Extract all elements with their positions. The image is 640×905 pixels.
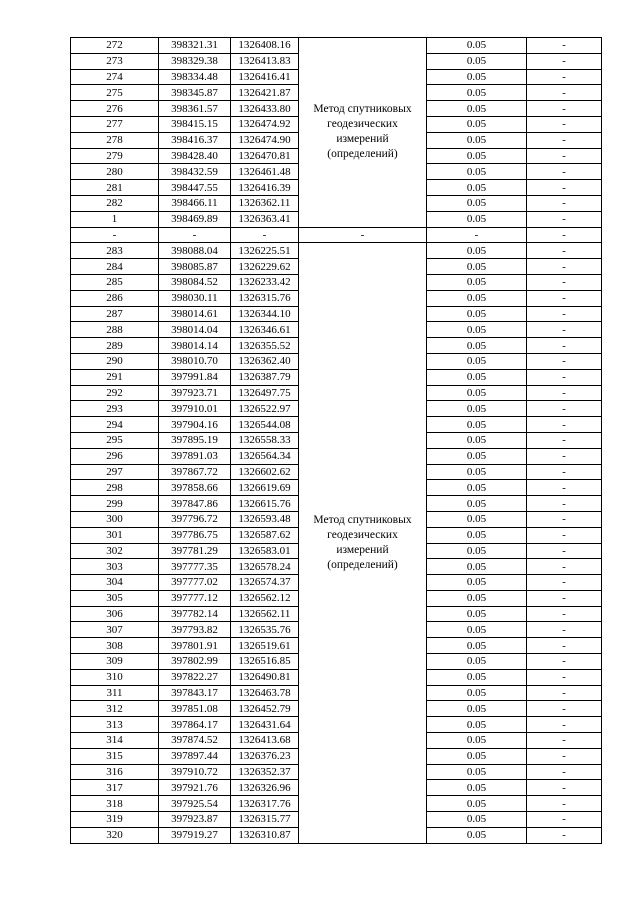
note-cell: - <box>527 38 602 54</box>
x-coordinate-cell: 398010.70 <box>159 353 231 369</box>
y-coordinate-cell: 1326535.76 <box>231 622 299 638</box>
y-coordinate-cell: 1326470.81 <box>231 148 299 164</box>
accuracy-cell: 0.05 <box>427 827 527 843</box>
accuracy-cell: 0.05 <box>427 322 527 338</box>
x-coordinate-cell: 397923.87 <box>159 812 231 828</box>
note-cell: - <box>527 195 602 211</box>
x-coordinate-cell: 397921.76 <box>159 780 231 796</box>
x-coordinate-cell: 398345.87 <box>159 85 231 101</box>
y-coordinate-cell: 1326225.51 <box>231 243 299 259</box>
note-cell: - <box>527 764 602 780</box>
accuracy-cell: 0.05 <box>427 38 527 54</box>
note-cell: - <box>527 290 602 306</box>
coordinates-table <box>70 37 602 844</box>
accuracy-cell: 0.05 <box>427 590 527 606</box>
accuracy-cell: 0.05 <box>427 69 527 85</box>
x-coordinate-cell: 397847.86 <box>159 496 231 512</box>
y-coordinate-cell: 1326619.69 <box>231 480 299 496</box>
accuracy-cell: 0.05 <box>427 338 527 354</box>
x-coordinate-cell: 397923.71 <box>159 385 231 401</box>
x-coordinate-cell: 398085.87 <box>159 259 231 275</box>
note-cell: - <box>527 638 602 654</box>
point-number-cell: 284 <box>71 259 159 275</box>
note-cell: - <box>527 322 602 338</box>
y-coordinate-cell: 1326615.76 <box>231 496 299 512</box>
separator-row <box>71 227 602 243</box>
point-number-cell: 293 <box>71 401 159 417</box>
x-coordinate-cell: 398014.14 <box>159 338 231 354</box>
point-number-cell: 285 <box>71 274 159 290</box>
x-coordinate-cell: 397991.84 <box>159 369 231 385</box>
point-number-cell: 320 <box>71 827 159 843</box>
accuracy-cell: 0.05 <box>427 211 527 227</box>
note-cell: - <box>527 827 602 843</box>
y-coordinate-cell: 1326362.40 <box>231 353 299 369</box>
accuracy-cell: 0.05 <box>427 401 527 417</box>
x-coordinate-cell: 397801.91 <box>159 638 231 654</box>
note-cell: - <box>527 148 602 164</box>
y-coordinate-cell: 1326233.42 <box>231 274 299 290</box>
y-coordinate-cell: 1326490.81 <box>231 669 299 685</box>
point-number-cell: 300 <box>71 511 159 527</box>
note-cell: - <box>527 717 602 733</box>
accuracy-cell: 0.05 <box>427 259 527 275</box>
x-coordinate-cell: 397910.72 <box>159 764 231 780</box>
note-cell: - <box>527 338 602 354</box>
y-coordinate-cell: 1326315.77 <box>231 812 299 828</box>
method-cell: - <box>299 227 427 243</box>
y-coordinate-cell: 1326519.61 <box>231 638 299 654</box>
point-number-cell: 287 <box>71 306 159 322</box>
y-coordinate-cell: 1326416.39 <box>231 180 299 196</box>
x-coordinate-cell: 397777.35 <box>159 559 231 575</box>
x-coordinate-cell: 397897.44 <box>159 748 231 764</box>
point-number-cell: 318 <box>71 796 159 812</box>
y-coordinate-cell: 1326387.79 <box>231 369 299 385</box>
x-coordinate-cell: 397782.14 <box>159 606 231 622</box>
y-coordinate-cell: 1326229.62 <box>231 259 299 275</box>
y-coordinate-cell: 1326562.12 <box>231 590 299 606</box>
point-number-cell: 315 <box>71 748 159 764</box>
note-cell: - <box>527 164 602 180</box>
point-number-cell: 282 <box>71 195 159 211</box>
x-coordinate-cell: 397874.52 <box>159 733 231 749</box>
note-cell: - <box>527 812 602 828</box>
y-coordinate-cell: 1326522.97 <box>231 401 299 417</box>
accuracy-cell: 0.05 <box>427 164 527 180</box>
accuracy-cell: 0.05 <box>427 101 527 117</box>
x-coordinate-cell: 397793.82 <box>159 622 231 638</box>
measurement-method-cell <box>299 243 427 843</box>
y-coordinate-cell: 1326578.24 <box>231 559 299 575</box>
note-cell: - <box>527 259 602 275</box>
note-cell: - <box>527 685 602 701</box>
note-cell: - <box>527 796 602 812</box>
note-cell: - <box>527 654 602 670</box>
note-cell: - <box>527 116 602 132</box>
point-number-cell: 279 <box>71 148 159 164</box>
x-coordinate-cell: 398415.15 <box>159 116 231 132</box>
note-cell: - <box>527 496 602 512</box>
accuracy-cell: 0.05 <box>427 274 527 290</box>
point-number-cell: 294 <box>71 417 159 433</box>
accuracy-cell: 0.05 <box>427 669 527 685</box>
y-coordinate-cell: 1326544.08 <box>231 417 299 433</box>
x-coordinate-cell: - <box>159 227 231 243</box>
y-coordinate-cell: 1326564.34 <box>231 448 299 464</box>
x-coordinate-cell: 397796.72 <box>159 511 231 527</box>
accuracy-cell: 0.05 <box>427 417 527 433</box>
note-cell: - <box>527 669 602 685</box>
accuracy-cell: 0.05 <box>427 132 527 148</box>
method-text-line: геодезических <box>327 118 398 131</box>
x-coordinate-cell: 398014.61 <box>159 306 231 322</box>
y-coordinate-cell: 1326326.96 <box>231 780 299 796</box>
note-cell: - <box>527 243 602 259</box>
x-coordinate-cell: 398469.89 <box>159 211 231 227</box>
accuracy-cell: 0.05 <box>427 243 527 259</box>
accuracy-cell: 0.05 <box>427 559 527 575</box>
point-number-cell: 301 <box>71 527 159 543</box>
accuracy-cell: 0.05 <box>427 496 527 512</box>
note-cell: - <box>527 53 602 69</box>
note-cell: - <box>527 385 602 401</box>
point-number-cell: 309 <box>71 654 159 670</box>
measurement-method-cell <box>299 38 427 228</box>
y-coordinate-cell: 1326421.87 <box>231 85 299 101</box>
x-coordinate-cell: 397843.17 <box>159 685 231 701</box>
accuracy-cell: 0.05 <box>427 53 527 69</box>
accuracy-cell: 0.05 <box>427 480 527 496</box>
point-number-cell: 288 <box>71 322 159 338</box>
note-cell: - <box>527 417 602 433</box>
accuracy-cell: 0.05 <box>427 606 527 622</box>
x-coordinate-cell: 398334.48 <box>159 69 231 85</box>
x-coordinate-cell: 397822.27 <box>159 669 231 685</box>
method-text-line: геодезических <box>327 529 398 541</box>
x-coordinate-cell: 398361.57 <box>159 101 231 117</box>
point-number-cell: 306 <box>71 606 159 622</box>
accuracy-cell: 0.05 <box>427 527 527 543</box>
point-number-cell: 319 <box>71 812 159 828</box>
accuracy-cell: 0.05 <box>427 353 527 369</box>
x-coordinate-cell: 397925.54 <box>159 796 231 812</box>
note-cell: - <box>527 748 602 764</box>
x-coordinate-cell: 397864.17 <box>159 717 231 733</box>
point-number-cell: 308 <box>71 638 159 654</box>
x-coordinate-cell: 397867.72 <box>159 464 231 480</box>
accuracy-cell: 0.05 <box>427 717 527 733</box>
method-text-line: (определений) <box>327 559 398 571</box>
note-cell: - <box>527 432 602 448</box>
y-coordinate-cell: 1326474.92 <box>231 116 299 132</box>
y-coordinate-cell: 1326587.62 <box>231 527 299 543</box>
point-number-cell: 299 <box>71 496 159 512</box>
accuracy-cell: 0.05 <box>427 180 527 196</box>
x-coordinate-cell: 397858.66 <box>159 480 231 496</box>
method-text-line: измерений <box>336 544 389 556</box>
point-number-cell: 278 <box>71 132 159 148</box>
note-cell: - <box>527 132 602 148</box>
point-number-cell: 317 <box>71 780 159 796</box>
y-coordinate-cell: 1326413.83 <box>231 53 299 69</box>
point-number-cell: 277 <box>71 116 159 132</box>
note-cell: - <box>527 480 602 496</box>
accuracy-cell: 0.05 <box>427 511 527 527</box>
x-coordinate-cell: 398014.04 <box>159 322 231 338</box>
accuracy-cell: 0.05 <box>427 448 527 464</box>
x-coordinate-cell: 397802.99 <box>159 654 231 670</box>
y-coordinate-cell: 1326574.37 <box>231 575 299 591</box>
y-coordinate-cell: 1326315.76 <box>231 290 299 306</box>
accuracy-cell: 0.05 <box>427 432 527 448</box>
note-cell: - <box>527 575 602 591</box>
point-number-cell: 274 <box>71 69 159 85</box>
point-number-cell: 312 <box>71 701 159 717</box>
y-coordinate-cell: 1326376.23 <box>231 748 299 764</box>
point-number-cell: 304 <box>71 575 159 591</box>
y-coordinate-cell: 1326408.16 <box>231 38 299 54</box>
point-number-cell: 303 <box>71 559 159 575</box>
accuracy-cell: 0.05 <box>427 369 527 385</box>
note-cell: - <box>527 701 602 717</box>
note-cell: - <box>527 369 602 385</box>
point-number-cell: 316 <box>71 764 159 780</box>
y-coordinate-cell: 1326558.33 <box>231 432 299 448</box>
note-cell: - <box>527 401 602 417</box>
note-cell: - <box>527 274 602 290</box>
accuracy-cell: 0.05 <box>427 796 527 812</box>
accuracy-cell: 0.05 <box>427 306 527 322</box>
accuracy-cell: 0.05 <box>427 464 527 480</box>
point-number-cell: 290 <box>71 353 159 369</box>
note-cell: - <box>527 69 602 85</box>
note-cell: - <box>527 780 602 796</box>
point-number-cell: 276 <box>71 101 159 117</box>
note-cell: - <box>527 543 602 559</box>
y-coordinate-cell: 1326346.61 <box>231 322 299 338</box>
note-cell: - <box>527 527 602 543</box>
x-coordinate-cell: 398466.11 <box>159 195 231 211</box>
point-number-cell: 272 <box>71 38 159 54</box>
note-cell: - <box>527 448 602 464</box>
y-coordinate-cell: - <box>231 227 299 243</box>
note-cell: - <box>527 85 602 101</box>
point-number-cell: 296 <box>71 448 159 464</box>
point-number-cell: 313 <box>71 717 159 733</box>
y-coordinate-cell: 1326433.80 <box>231 101 299 117</box>
y-coordinate-cell: 1326461.48 <box>231 164 299 180</box>
point-number-cell: 292 <box>71 385 159 401</box>
point-number-cell: - <box>71 227 159 243</box>
accuracy-cell: 0.05 <box>427 385 527 401</box>
accuracy-cell: 0.05 <box>427 812 527 828</box>
point-number-cell: 281 <box>71 180 159 196</box>
accuracy-cell: - <box>427 227 527 243</box>
x-coordinate-cell: 397891.03 <box>159 448 231 464</box>
x-coordinate-cell: 397786.75 <box>159 527 231 543</box>
y-coordinate-cell: 1326593.48 <box>231 511 299 527</box>
accuracy-cell: 0.05 <box>427 701 527 717</box>
note-cell: - <box>527 353 602 369</box>
point-number-cell: 275 <box>71 85 159 101</box>
note-cell: - <box>527 211 602 227</box>
note-cell: - <box>527 559 602 575</box>
point-number-cell: 310 <box>71 669 159 685</box>
note-cell: - <box>527 464 602 480</box>
y-coordinate-cell: 1326344.10 <box>231 306 299 322</box>
y-coordinate-cell: 1326602.62 <box>231 464 299 480</box>
x-coordinate-cell: 397777.02 <box>159 575 231 591</box>
note-cell: - <box>527 622 602 638</box>
y-coordinate-cell: 1326310.87 <box>231 827 299 843</box>
point-number-cell: 307 <box>71 622 159 638</box>
accuracy-cell: 0.05 <box>427 685 527 701</box>
y-coordinate-cell: 1326413.68 <box>231 733 299 749</box>
x-coordinate-cell: 397910.01 <box>159 401 231 417</box>
method-text-line: Метод спутниковых <box>313 103 412 116</box>
note-cell: - <box>527 606 602 622</box>
point-number-cell: 286 <box>71 290 159 306</box>
accuracy-cell: 0.05 <box>427 543 527 559</box>
note-cell: - <box>527 101 602 117</box>
x-coordinate-cell: 397895.19 <box>159 432 231 448</box>
y-coordinate-cell: 1326516.85 <box>231 654 299 670</box>
accuracy-cell: 0.05 <box>427 290 527 306</box>
point-number-cell: 283 <box>71 243 159 259</box>
x-coordinate-cell: 398416.37 <box>159 132 231 148</box>
x-coordinate-cell: 398447.55 <box>159 180 231 196</box>
method-text-line: измерений <box>336 133 389 146</box>
y-coordinate-cell: 1326431.64 <box>231 717 299 733</box>
accuracy-cell: 0.05 <box>427 575 527 591</box>
x-coordinate-cell: 398428.40 <box>159 148 231 164</box>
y-coordinate-cell: 1326416.41 <box>231 69 299 85</box>
y-coordinate-cell: 1326452.79 <box>231 701 299 717</box>
x-coordinate-cell: 397851.08 <box>159 701 231 717</box>
method-text-line: (определений) <box>327 148 398 161</box>
accuracy-cell: 0.05 <box>427 195 527 211</box>
note-cell: - <box>527 511 602 527</box>
point-number-cell: 1 <box>71 211 159 227</box>
y-coordinate-cell: 1326363.41 <box>231 211 299 227</box>
point-number-cell: 305 <box>71 590 159 606</box>
point-number-cell: 295 <box>71 432 159 448</box>
point-number-cell: 291 <box>71 369 159 385</box>
point-number-cell: 298 <box>71 480 159 496</box>
accuracy-cell: 0.05 <box>427 622 527 638</box>
y-coordinate-cell: 1326463.78 <box>231 685 299 701</box>
x-coordinate-cell: 398088.04 <box>159 243 231 259</box>
y-coordinate-cell: 1326562.11 <box>231 606 299 622</box>
accuracy-cell: 0.05 <box>427 654 527 670</box>
point-number-cell: 311 <box>71 685 159 701</box>
y-coordinate-cell: 1326317.76 <box>231 796 299 812</box>
y-coordinate-cell: 1326583.01 <box>231 543 299 559</box>
note-cell: - <box>527 227 602 243</box>
accuracy-cell: 0.05 <box>427 638 527 654</box>
y-coordinate-cell: 1326355.52 <box>231 338 299 354</box>
table-body <box>71 38 602 844</box>
y-coordinate-cell: 1326352.37 <box>231 764 299 780</box>
x-coordinate-cell: 398030.11 <box>159 290 231 306</box>
point-number-cell: 314 <box>71 733 159 749</box>
x-coordinate-cell: 397781.29 <box>159 543 231 559</box>
accuracy-cell: 0.05 <box>427 764 527 780</box>
point-number-cell: 302 <box>71 543 159 559</box>
note-cell: - <box>527 733 602 749</box>
note-cell: - <box>527 590 602 606</box>
accuracy-cell: 0.05 <box>427 733 527 749</box>
point-number-cell: 297 <box>71 464 159 480</box>
x-coordinate-cell: 398084.52 <box>159 274 231 290</box>
y-coordinate-cell: 1326474.90 <box>231 132 299 148</box>
x-coordinate-cell: 398321.31 <box>159 38 231 54</box>
accuracy-cell: 0.05 <box>427 116 527 132</box>
y-coordinate-cell: 1326362.11 <box>231 195 299 211</box>
x-coordinate-cell: 398329.38 <box>159 53 231 69</box>
x-coordinate-cell: 397777.12 <box>159 590 231 606</box>
x-coordinate-cell: 398432.59 <box>159 164 231 180</box>
x-coordinate-cell: 397919.27 <box>159 827 231 843</box>
note-cell: - <box>527 180 602 196</box>
point-number-cell: 289 <box>71 338 159 354</box>
x-coordinate-cell: 397904.16 <box>159 417 231 433</box>
point-number-cell: 273 <box>71 53 159 69</box>
method-text-line: Метод спутниковых <box>313 514 412 526</box>
accuracy-cell: 0.05 <box>427 85 527 101</box>
accuracy-cell: 0.05 <box>427 780 527 796</box>
table-row <box>71 243 602 259</box>
table-row <box>71 38 602 54</box>
accuracy-cell: 0.05 <box>427 748 527 764</box>
point-number-cell: 280 <box>71 164 159 180</box>
accuracy-cell: 0.05 <box>427 148 527 164</box>
note-cell: - <box>527 306 602 322</box>
y-coordinate-cell: 1326497.75 <box>231 385 299 401</box>
